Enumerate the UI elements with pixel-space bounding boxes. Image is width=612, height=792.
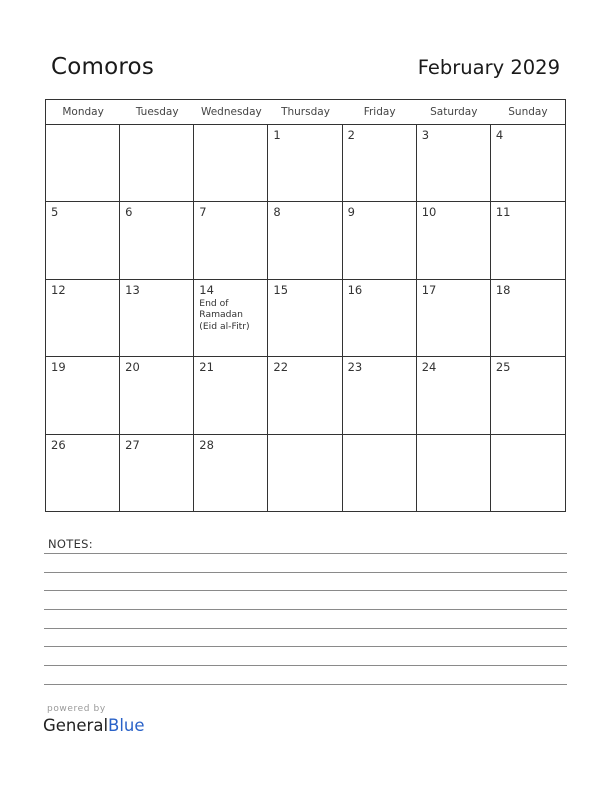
day-number: 4 <box>495 128 504 142</box>
day-number: 5 <box>51 205 59 220</box>
day-number: 2 <box>347 128 355 142</box>
day-cell <box>120 435 194 512</box>
notes-line <box>44 665 567 666</box>
weeks-container <box>46 125 565 512</box>
day-number: 8 <box>273 205 281 220</box>
notes-line <box>44 646 567 647</box>
notes-line <box>44 628 567 629</box>
day-number: 27 <box>125 437 140 452</box>
notes-line <box>44 684 567 685</box>
weekday-saturday: Saturday <box>430 106 478 118</box>
day-cell <box>417 202 491 278</box>
weekday-monday: Monday <box>62 106 104 118</box>
day-cell <box>491 280 565 356</box>
notes-line <box>44 572 567 573</box>
weekday-header <box>46 100 565 125</box>
day-number: 14 <box>199 282 214 297</box>
notes-line <box>44 609 567 610</box>
day-cell <box>46 202 120 278</box>
weekday-tuesday: Tuesday <box>135 106 179 118</box>
day-number: 26 <box>51 437 66 452</box>
day-number: 22 <box>273 360 289 375</box>
day-cell <box>194 280 268 356</box>
day-cell <box>268 435 342 512</box>
day-cell <box>120 202 194 278</box>
day-number: 9 <box>347 205 355 220</box>
day-number: 25 <box>495 360 511 375</box>
day-number: 20 <box>125 360 140 375</box>
day-cell <box>268 125 342 201</box>
day-number: 16 <box>347 282 363 297</box>
day-number: 3 <box>421 128 430 142</box>
day-cell <box>491 202 565 278</box>
day-cell <box>491 125 565 201</box>
day-cell <box>417 280 491 356</box>
week-row <box>46 435 565 512</box>
notes-line <box>44 590 567 591</box>
day-cell <box>268 280 342 356</box>
generalblue-logo <box>43 716 145 735</box>
day-cell <box>417 357 491 433</box>
day-number: 1 <box>273 128 281 142</box>
day-number: 6 <box>125 205 133 220</box>
day-number: 23 <box>347 360 363 375</box>
day-number: 18 <box>495 282 511 297</box>
day-number: 11 <box>495 205 511 220</box>
day-number: 13 <box>125 282 140 297</box>
day-cell <box>120 357 194 433</box>
logo-general: General <box>43 716 109 735</box>
weekday-friday: Friday <box>363 106 396 118</box>
day-cell <box>268 202 342 278</box>
notes-label: NOTES: <box>48 537 93 551</box>
calendar-grid <box>45 99 566 512</box>
powered-by-text: powered by <box>47 704 106 714</box>
day-cell <box>343 435 417 512</box>
day-cell <box>46 357 120 433</box>
day-number: 24 <box>421 360 437 375</box>
day-cell <box>343 357 417 433</box>
holiday-label: End of Ramadan (Eid al-Fitr) <box>199 297 250 332</box>
weekday-sunday: Sunday <box>508 106 548 118</box>
country-title: Comoros <box>51 54 155 80</box>
week-row <box>46 280 565 357</box>
day-number: 28 <box>199 437 214 452</box>
day-cell <box>120 280 194 356</box>
day-cell <box>491 357 565 433</box>
day-cell <box>343 202 417 278</box>
day-number: 21 <box>199 360 214 375</box>
day-number: 7 <box>199 205 207 220</box>
weekday-wednesday: Wednesday <box>200 106 262 118</box>
day-number: 10 <box>421 205 437 220</box>
day-cell <box>46 280 120 356</box>
day-cell <box>343 125 417 201</box>
notes-line <box>44 553 567 554</box>
day-cell <box>268 357 342 433</box>
month-year-title: February 2029 <box>417 56 560 79</box>
day-number: 12 <box>51 282 66 297</box>
weekday-thursday: Thursday <box>281 106 330 118</box>
day-cell <box>46 435 120 512</box>
day-number: 15 <box>273 282 289 297</box>
day-cell <box>120 125 194 201</box>
day-cell <box>194 125 268 201</box>
day-cell <box>417 435 491 512</box>
day-cell <box>194 202 268 278</box>
week-row <box>46 125 565 202</box>
day-cell <box>46 125 120 201</box>
day-cell <box>194 357 268 433</box>
logo-blue: Blue <box>108 716 145 735</box>
day-cell <box>417 125 491 201</box>
day-number: 19 <box>51 360 66 375</box>
day-cell <box>343 280 417 356</box>
day-cell <box>491 435 565 512</box>
week-row <box>46 357 565 434</box>
day-cell <box>194 435 268 512</box>
week-row <box>46 202 565 279</box>
day-number: 17 <box>421 282 437 297</box>
